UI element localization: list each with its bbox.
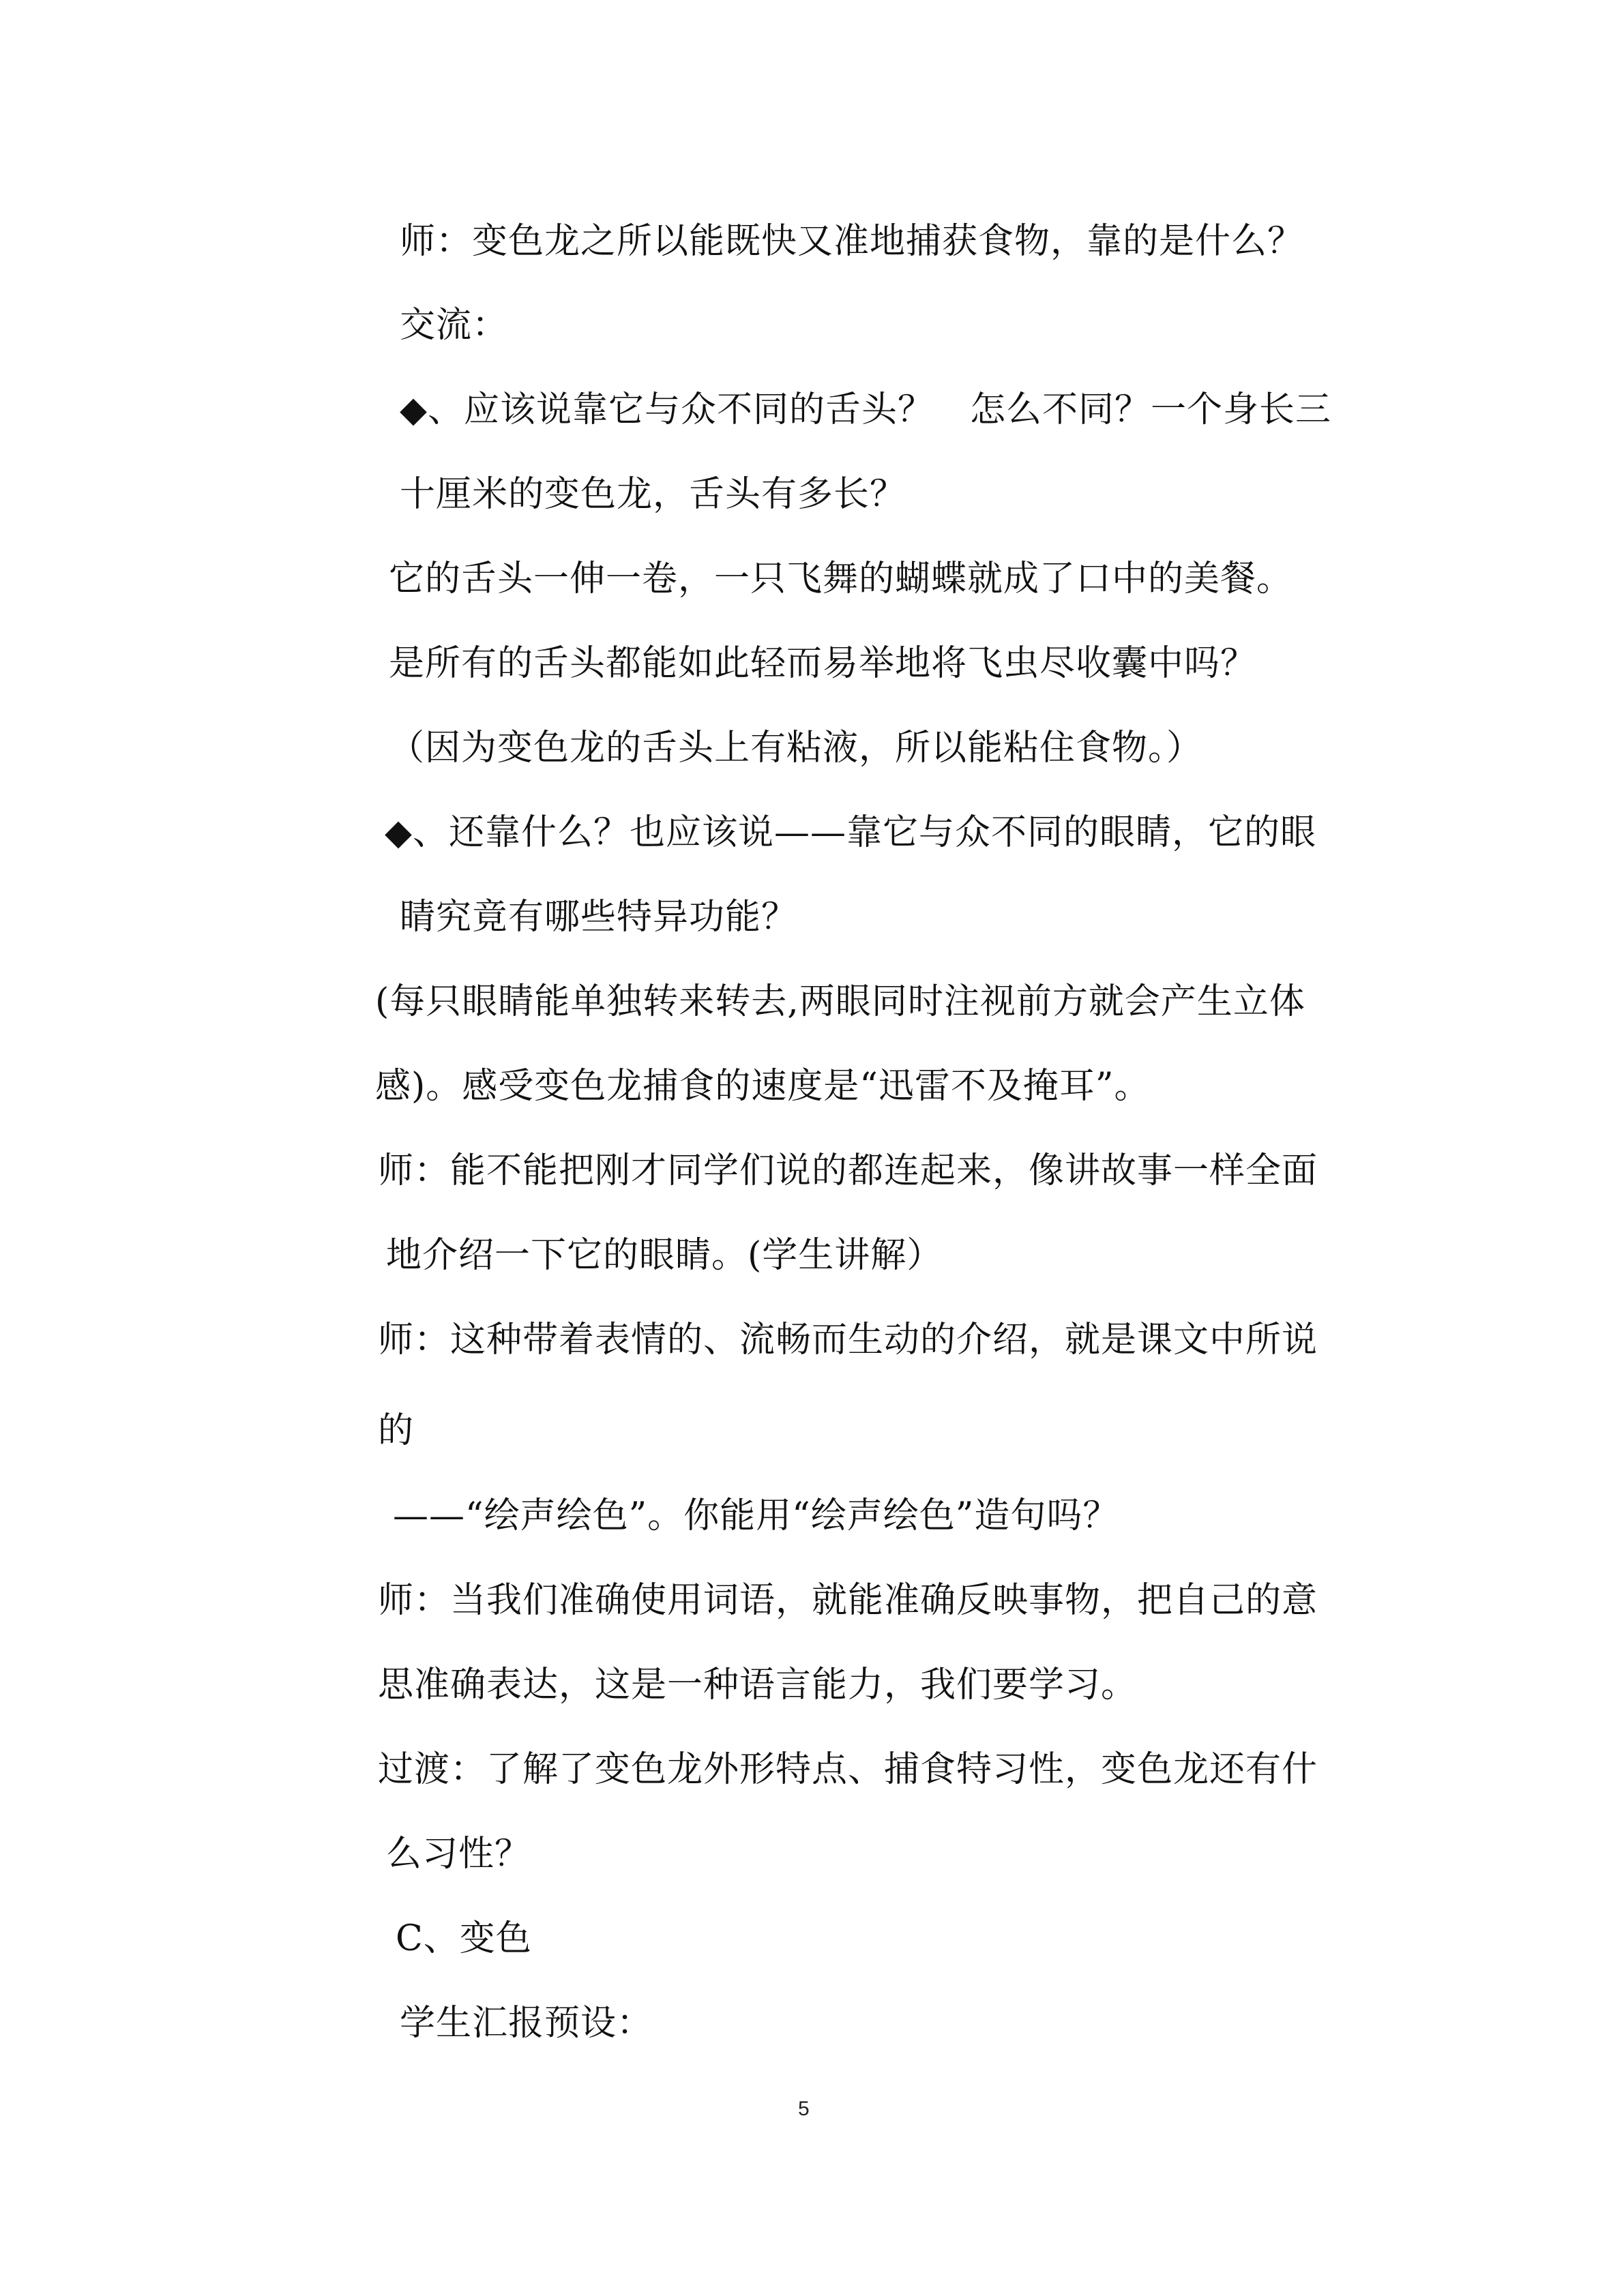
text-line-4: 十厘米的变色龙，舌头有多长？ (400, 474, 906, 515)
text-line-12: 师：能不能把刚才同学们说的都连起来，像讲故事一样全面 (378, 1150, 1318, 1191)
text-line-1: 师：变色龙之所以能既快又准地捕获食物，靠的是什么？ (400, 221, 1304, 262)
text-line-20: 么习性？ (386, 1834, 531, 1875)
text-line-5: 它的舌头一伸一卷，一只飞舞的蝴蝶就成了口中的美餐。 (389, 558, 1293, 599)
text-line-7: （因为变色龙的舌头上有粘液，所以能粘住食物。） (389, 728, 1203, 769)
text-line-3: ◆、应该说靠它与众不同的舌头？ 怎么不同？一个身长三 (400, 389, 1331, 430)
text-line-8: ◆、还靠什么？也应该说——靠它与众不同的眼睛，它的眼 (385, 812, 1316, 853)
text-line-17: 师：当我们准确使用词语，就能准确反映事物，把自己的意 (378, 1580, 1318, 1621)
text-line-2: 交流： (400, 305, 509, 346)
text-line-11: 感)。感受变色龙捕食的速度是“迅雷不及掩耳”。 (375, 1066, 1151, 1107)
text-line-22: 学生汇报预设： (400, 2003, 653, 2044)
text-line-13: 地介绍一下它的眼睛。(学生讲解） (386, 1235, 943, 1276)
text-line-15: 的 (378, 1410, 415, 1451)
text-line-16: ——“绘声绘色”。你能用“绘声绘色”造句吗？ (393, 1495, 1119, 1536)
text-line-6: 是所有的舌头都能如此轻而易举地将飞虫尽收囊中吗？ (389, 643, 1257, 684)
text-line-14: 师：这种带着表情的、流畅而生动的介绍，就是课文中所说 (378, 1320, 1318, 1360)
text-line-21: C、变色 (396, 1918, 532, 1959)
text-line-19: 过渡：了解了变色龙外形特点、捕食特习性，变色龙还有什 (378, 1749, 1318, 1790)
text-line-10: (每只眼睛能单独转来转去,两眼同时注视前方就会产生立体 (375, 981, 1305, 1022)
text-line-9: 睛究竟有哪些特异功能？ (400, 897, 798, 938)
page-number: 5 (798, 2098, 810, 2120)
text-line-18: 思准确表达，这是一种语言能力，我们要学习。 (378, 1665, 1138, 1705)
